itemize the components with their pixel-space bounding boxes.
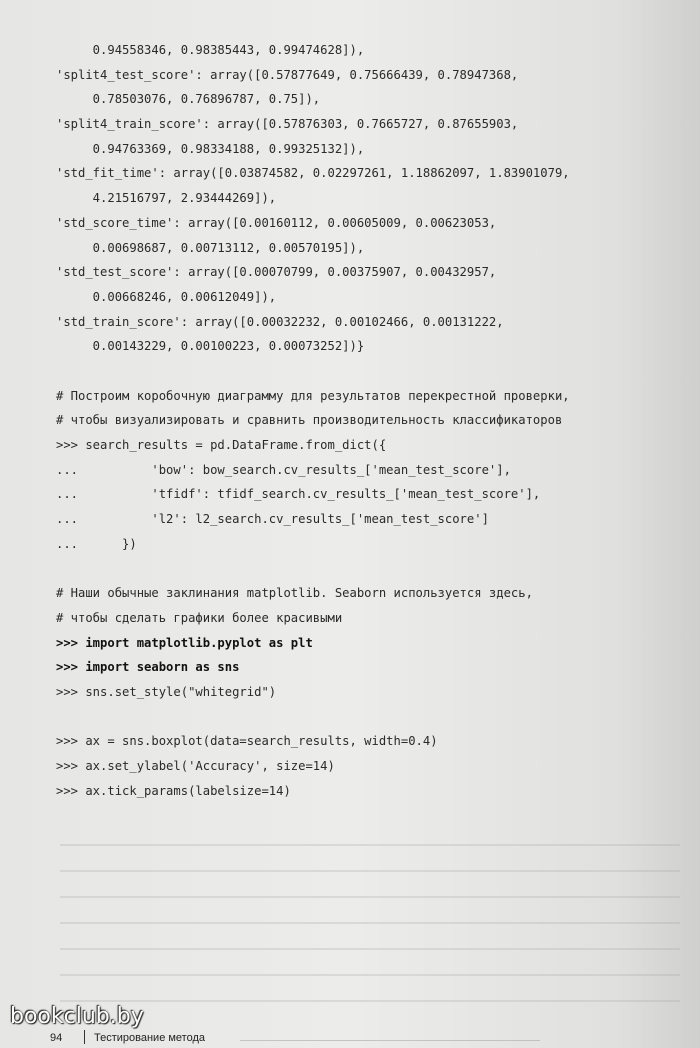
code-line: 'split4_train_score': array([0.57876303, 0.7665727, 0.87655903, bbox=[56, 117, 519, 132]
code-line: 0.94558346, 0.98385443, 0.99474628]), bbox=[56, 43, 365, 57]
code-listing bbox=[56, 38, 696, 803]
code-line-import: >>> import matplotlib.pyplot as plt bbox=[56, 635, 313, 650]
blank-line bbox=[56, 556, 696, 581]
code-line: 'split4_test_score': array([0.57877649, 0.75666439, 0.78947368, bbox=[56, 67, 519, 82]
bleed-through-text bbox=[60, 830, 680, 1020]
chapter-title: Тестирование метода bbox=[94, 1032, 206, 1044]
code-line: ... 'l2': l2_search.cv_results_['mean_test_score'] bbox=[56, 512, 489, 527]
code-line-import: >>> import seaborn as sns bbox=[56, 660, 240, 675]
code-line: 0.78503076, 0.76896787, 0.75]), bbox=[56, 92, 321, 107]
code-line: ... 'tfidf': tfidf_search.cv_results_['mean_test_score'], bbox=[56, 487, 541, 502]
blank-line bbox=[56, 359, 696, 384]
code-comment: # чтобы сделать графики более красивыми bbox=[56, 610, 343, 625]
code-line: 'std_score_time': array([0.00160112, 0.00605009, 0.00623053, bbox=[56, 215, 497, 230]
code-comment: # Построим коробочную диаграмму для результатов перекрестной проверки, bbox=[56, 388, 570, 403]
page-footer bbox=[50, 1030, 690, 1048]
code-line: >>> ax.set_ylabel('Accuracy', size=14) bbox=[56, 758, 335, 773]
code-line: 4.21516797, 2.93444269]), bbox=[56, 191, 277, 206]
code-comment: # Наши обычные заклинания matplotlib. Seaborn используется здесь, bbox=[56, 586, 533, 601]
page-number: 94 bbox=[50, 1032, 63, 1044]
bleed-through-rule bbox=[240, 1040, 540, 1041]
code-line: 0.00668246, 0.00612049]), bbox=[56, 289, 277, 304]
code-line: >>> ax = sns.boxplot(data=search_results, width=0.4) bbox=[56, 734, 438, 749]
code-line: 'std_fit_time': array([0.03874582, 0.02297261, 1.18862097, 1.83901079, bbox=[56, 166, 570, 181]
code-comment: # чтобы визуализировать и сравнить производительность классификаторов bbox=[56, 413, 563, 428]
code-line: 'std_train_score': array([0.00032232, 0.00102466, 0.00131222, bbox=[56, 314, 504, 329]
code-line: >>> search_results = pd.DataFrame.from_dict({ bbox=[56, 438, 387, 452]
code-line: 0.00143229, 0.00100223, 0.00073252])} bbox=[56, 339, 365, 354]
footer-divider bbox=[84, 1030, 85, 1044]
code-line: 0.00698687, 0.00713112, 0.00570195]), bbox=[56, 240, 365, 255]
watermark-logo: bookclub.by bbox=[10, 1004, 144, 1029]
code-line: >>> ax.tick_params(labelsize=14) bbox=[56, 783, 291, 798]
code-line: ... 'bow': bow_search.cv_results_['mean_test_score'], bbox=[56, 462, 511, 477]
code-line: >>> sns.set_style("whitegrid") bbox=[56, 684, 277, 699]
blank-line bbox=[56, 705, 696, 730]
code-line: 0.94763369, 0.98334188, 0.99325132]), bbox=[56, 141, 365, 156]
code-line: 'std_test_score': array([0.00070799, 0.00375907, 0.00432957, bbox=[56, 265, 497, 280]
code-line: ... }) bbox=[56, 536, 137, 551]
